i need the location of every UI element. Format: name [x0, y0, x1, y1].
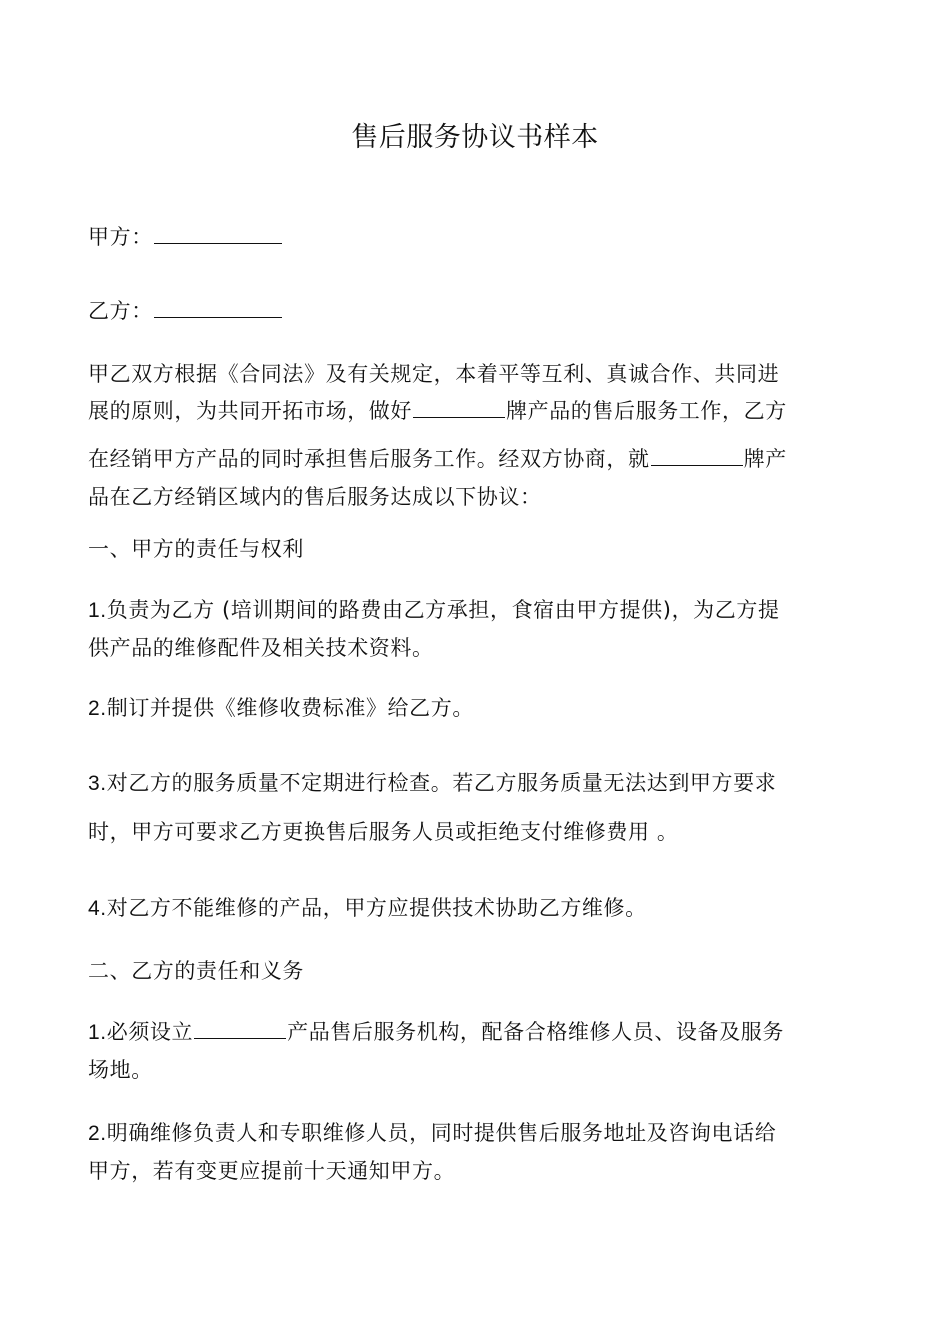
intro-line-1: 甲乙双方根据《合同法》及有关规定，本着平等互利、真诚合作、共同进 — [88, 362, 780, 386]
s2-item-1-text-a: 必须设立 — [106, 1020, 194, 1044]
s1-item-3-text-1: 对乙方的服务质量不定期进行检查。若乙方服务质量无法达到甲方要求 — [106, 771, 777, 795]
institution-blank[interactable] — [194, 1016, 286, 1039]
section-1-heading: 一、甲方的责任与权利 — [88, 537, 304, 561]
party-a-label: 甲方： — [88, 225, 153, 249]
s1-item-3-line-2: 时，甲方可要求乙方更换售后服务人员或拒绝支付维修费用 。 — [88, 820, 679, 844]
s2-item-2-line-2: 甲方，若有变更应提前十天通知甲方。 — [88, 1159, 456, 1183]
s1-item-2-text: 制订并提供《维修收费标准》给乙方。 — [106, 696, 474, 720]
party-a-blank[interactable] — [154, 221, 282, 244]
intro-line-4: 品在乙方经销区域内的售后服务达成以下协议： — [88, 485, 542, 509]
s1-item-4-number: 4. — [88, 897, 107, 920]
s2-item-2-line-1 — [88, 1114, 878, 1153]
section-2-heading: 二、乙方的责任和义务 — [88, 959, 304, 983]
s2-item-1-line-2: 场地。 — [88, 1058, 153, 1082]
intro-line-3-a: 在经销甲方产品的同时承担售后服务工作。经双方协商，就 — [88, 447, 650, 471]
s1-item-2-line-1 — [88, 689, 878, 728]
intro-line-2-a: 展的原则，为共同开拓市场，做好 — [88, 399, 412, 423]
intro-line-2-b: 牌产品的售后服务工作，乙方 — [506, 399, 787, 423]
party-b-line — [88, 292, 878, 330]
s2-item-2-number: 2. — [88, 1122, 107, 1145]
s2-item-1-number: 1. — [88, 1021, 107, 1044]
party-b-label: 乙方： — [88, 299, 153, 323]
s1-item-1-line-1 — [88, 591, 878, 630]
s1-item-1-text-1: 负责为乙方 (培训期间的路费由乙方承担，食宿由甲方提供)，为乙方提 — [106, 598, 780, 622]
brand-blank-1[interactable] — [413, 395, 505, 418]
brand-blank-2[interactable] — [651, 443, 743, 466]
party-a-line — [88, 218, 878, 256]
s2-item-1-line-1 — [88, 1013, 878, 1052]
s1-item-2-number: 2. — [88, 697, 107, 720]
s1-item-4-line-1 — [88, 889, 878, 928]
party-b-blank[interactable] — [154, 295, 282, 318]
s1-item-3-line-1 — [88, 764, 878, 803]
s1-item-1-line-2: 供产品的维修配件及相关技术资料。 — [88, 636, 434, 660]
s1-item-1-number: 1. — [88, 599, 107, 622]
s2-item-2-text-1: 明确维修负责人和专职维修人员，同时提供售后服务地址及咨询电话给 — [106, 1121, 777, 1145]
intro-line-2 — [88, 392, 878, 430]
intro-line-3 — [88, 440, 878, 478]
s2-item-1-text-b: 产品售后服务机构，配备合格维修人员、设备及服务 — [287, 1020, 784, 1044]
s1-item-4-text: 对乙方不能维修的产品，甲方应提供技术协助乙方维修。 — [106, 896, 647, 920]
document-title: 售后服务协议书样本 — [351, 122, 599, 153]
s1-item-3-number: 3. — [88, 772, 107, 795]
intro-line-3-b: 牌产 — [743, 447, 787, 471]
